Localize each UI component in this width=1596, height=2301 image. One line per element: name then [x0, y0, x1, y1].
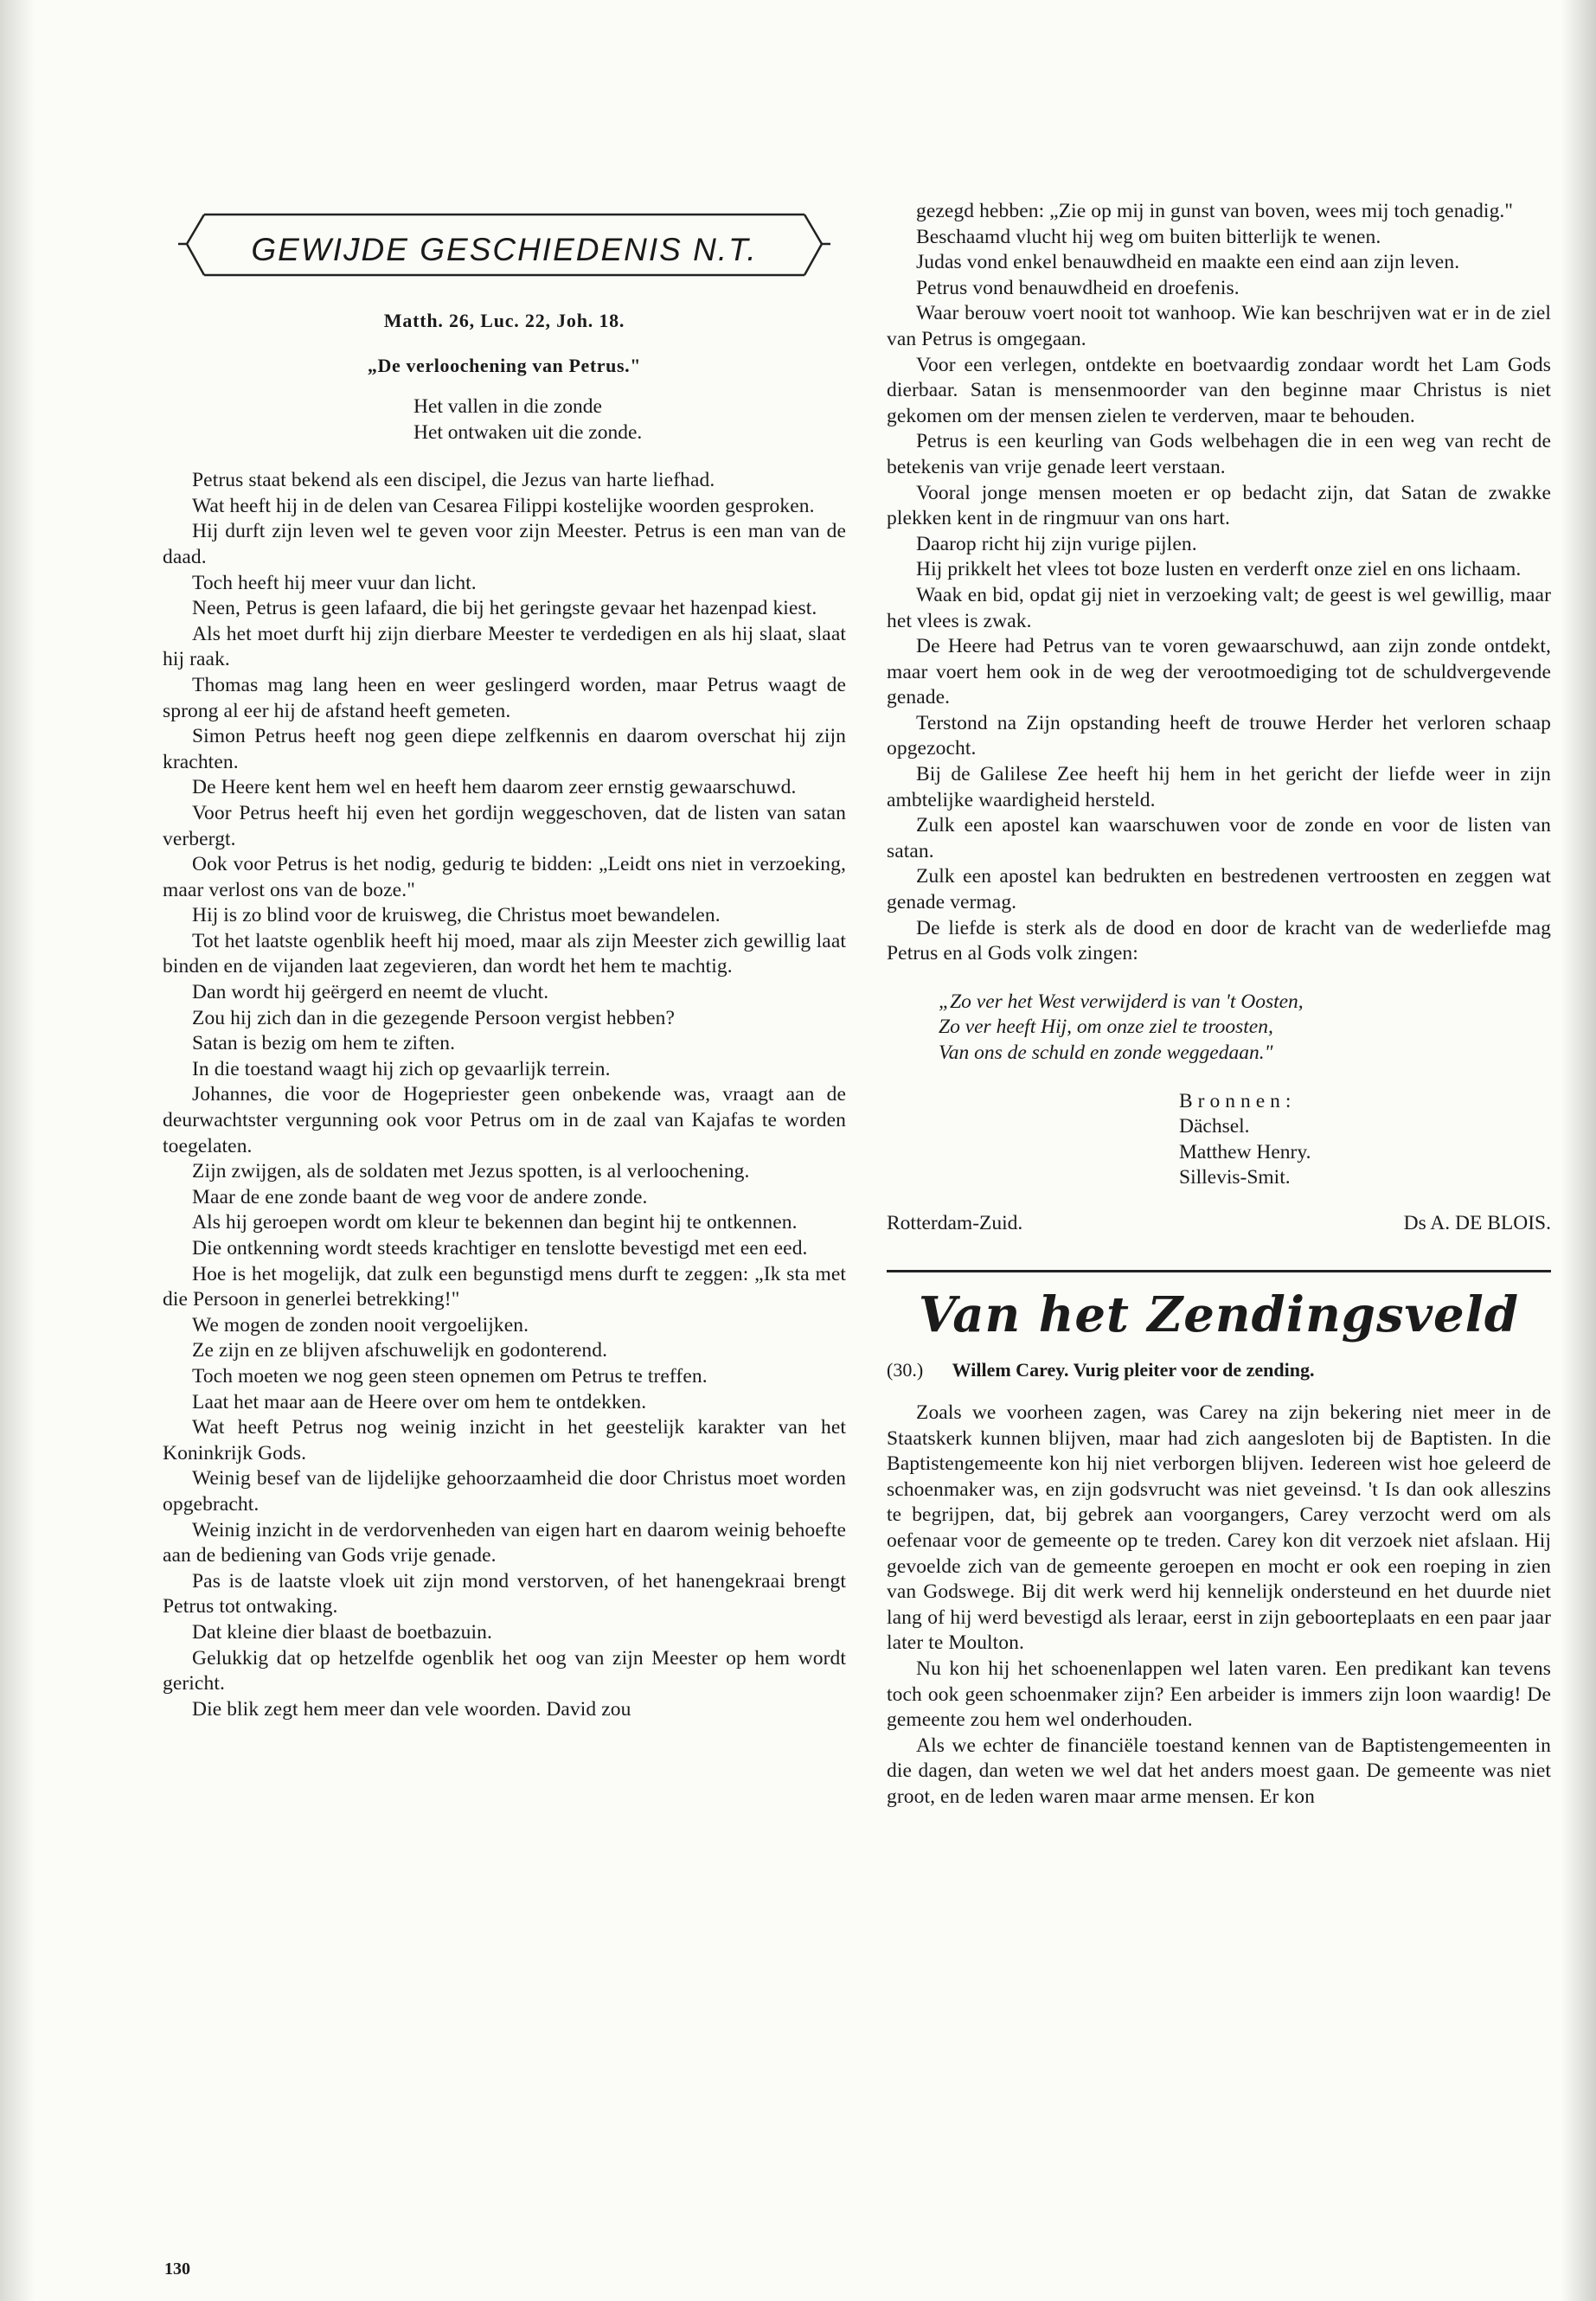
paragraph: Petrus is een keurling van Gods welbehagen die in een weg van recht de betekenis van vrije genade leert verstaan.	[887, 430, 1551, 478]
paragraph: Neen, Petrus is geen lafaard, die bij het geringste gevaar het hazenpad kiest.	[192, 597, 817, 620]
paragraph: Hij is zo blind voor de kruisweg, die Christus moet bewandelen.	[192, 904, 721, 927]
article-body-zending	[887, 1400, 1551, 1811]
paragraph: Pas is de laatste vloek uit zijn mond verstorven, of het hanengekraai brengt Petrus tot ontwaking.	[163, 1569, 846, 1618]
section-divider	[887, 1270, 1551, 1272]
section-title-zendingsveld: Van het Zendingsveld	[918, 1285, 1520, 1343]
paragraph: Weinig inzicht in de verdorvenheden van eigen hart en daarom weinig behoefte aan de bediening van Gods vrije genade.	[163, 1518, 846, 1567]
motto	[413, 394, 846, 445]
scan-edge-left	[0, 0, 35, 2301]
paragraph: Zijn zwijgen, als de soldaten met Jezus spotten, is al verloochening.	[192, 1160, 750, 1183]
paragraph: Daarop richt hij zijn vurige pijlen.	[916, 532, 1197, 555]
paragraph: Laat het maar aan de Heere over om hem te ontdekken.	[192, 1390, 647, 1413]
psalm-quote	[939, 990, 1551, 1067]
paragraph: Toch heeft hij meer vuur dan licht.	[192, 571, 477, 594]
sources-list	[1179, 1089, 1551, 1191]
poem-line: Van ons de schuld en zonde weggedaan."	[939, 1042, 1273, 1064]
paragraph: Wat heeft Petrus nog weinig inzicht in het geestelijk karakter van het Koninkrijk Gods.	[163, 1416, 846, 1465]
right-column	[887, 199, 1551, 1810]
paragraph: Maar de ene zonde baant de weg voor de andere zonde.	[192, 1185, 648, 1208]
section-header-title: GEWIJDE GESCHIEDENIS N.T.	[251, 232, 758, 267]
paragraph: Die blik zegt hem meer dan vele woorden. David zou	[192, 1697, 631, 1721]
left-column	[163, 206, 846, 1722]
paragraph: Vooral jonge mensen moeten er op bedacht zijn, dat Satan de zwakke plekken kent in de ringmuur van ons hart.	[887, 481, 1551, 530]
paragraph: gezegd hebben: „Zie op mij in gunst van boven, wees mij toch genadig."	[916, 200, 1514, 222]
scan-edge-right	[1561, 0, 1596, 2301]
source-item: Matthew Henry.	[1179, 1140, 1311, 1163]
paragraph: Beschaamd vlucht hij weg om buiten bitterlijk te wenen.	[916, 225, 1381, 248]
paragraph: Dan wordt hij geërgerd en neemt de vlucht.	[192, 981, 549, 1004]
paragraph: Als hij geroepen wordt om kleur te bekennen dan begint hij te ontkennen.	[192, 1211, 798, 1234]
paragraph: De Heere had Petrus van te voren gewaarschuwd, aan zijn zonde ontdekt, maar voert hem ook in de weg der verootmoediging tot de schuldvergevende genade.	[887, 635, 1551, 709]
article-body-right	[887, 199, 1551, 967]
paragraph: Waar berouw voert nooit tot wanhoop. Wie kan beschrijven wat er in de ziel van Petrus is omgegaan.	[887, 302, 1551, 350]
paragraph: Weinig besef van de lijdelijke gehoorzaamheid die door Christus moet worden opgebracht.	[163, 1467, 846, 1516]
paragraph: Tot het laatste ogenblik heeft hij moed, maar als zijn Meester zich gewillig laat binden en de vijanden laat zegevieren, dan wordt het hem te machtig.	[163, 929, 846, 978]
place: Rotterdam-Zuid.	[887, 1211, 1023, 1234]
paragraph: Gelukkig dat op hetzelfde ogenblik het oog van zijn Meester op hem wordt gericht.	[163, 1646, 846, 1695]
paragraph: Ze zijn en ze blijven afschuwelijk en godonterend.	[192, 1339, 608, 1362]
paragraph: Petrus vond benauwdheid en droefenis.	[916, 276, 1240, 299]
source-item: Sillevis-Smit.	[1179, 1166, 1291, 1189]
paragraph: Judas vond enkel benauwdheid en maakte een eind aan zijn leven.	[916, 251, 1460, 274]
paragraph: Voor Petrus heeft hij even het gordijn weggeschoven, dat de listen van satan verbergt.	[163, 801, 846, 850]
poem-line: „Zo ver het West verwijderd is van 't Oosten,	[939, 990, 1304, 1013]
paragraph: Zulk een apostel kan bedrukten en bestredenen vertroosten en zeggen wat genade vermag.	[887, 865, 1551, 914]
paragraph: Zulk een apostel kan waarschuwen voor de zonde en voor de listen van satan.	[887, 814, 1551, 862]
section-header-gewijde-geschiedenis	[171, 209, 837, 280]
paragraph: In die toestand waagt hij zich op gevaarlijk terrein.	[192, 1057, 611, 1080]
paragraph: Terstond na Zijn opstanding heeft de trouwe Herder het verloren schaap opgezocht.	[887, 711, 1551, 760]
paragraph: Die ontkenning wordt steeds krachtiger en tenslotte bevestigd met een eed.	[192, 1237, 808, 1259]
paragraph: Waak en bid, opdat gij niet in verzoeking valt; de geest is wel gewillig, maar het vlees is zwak.	[887, 583, 1551, 632]
paragraph: De Heere kent hem wel en heeft hem daarom zeer ernstig gewaarschuwd.	[192, 776, 797, 799]
paragraph: Hoe is het mogelijk, dat zulk een begunstigd mens durft te zeggen: „Ik sta met die Persoon in generlei betrekking!"	[163, 1262, 846, 1311]
paragraph: Als het moet durft hij zijn dierbare Meester te verdedigen en als hij slaat, slaat hij raak.	[163, 622, 846, 671]
author: Ds A. DE BLOIS.	[1403, 1211, 1551, 1234]
paragraph: Nu kon hij het schoenenlappen wel laten varen. Een predikant kan tevens toch ook geen schoenmaker zijn? Een arbeider is immers zijn loon waardig! De gemeente zou hem wel onderhouden.	[887, 1657, 1551, 1732]
paragraph: Voor een verlegen, ontdekte en boetvaardig zondaar wordt het Lam Gods dierbaar. Satan is mensenmoorder van den beginne maar Christus is niet gekomen om der mensen zielen te verderven, maar te behouden.	[887, 353, 1551, 427]
paragraph: Johannes, die voor de Hogepriester geen onbekende was, vraagt aan de deurwachtster vergunning ook voor Petrus om in de zaal van Kajafas te worden toegelaten.	[163, 1083, 846, 1157]
paragraph: Thomas mag lang heen en weer geslingerd worden, maar Petrus waagt de sprong al eer hij de afstand heeft gemeten.	[163, 673, 846, 722]
paragraph: Ook voor Petrus is het nodig, gedurig te bidden: „Leidt ons niet in verzoeking, maar verlost ons van de boze."	[163, 853, 846, 901]
poem-line: Zo ver heeft Hij, om onze ziel te troosten,	[939, 1016, 1273, 1039]
paragraph: Hij durft zijn leven wel te geven voor zijn Meester. Petrus is een man van de daad.	[163, 520, 846, 568]
sources-title: Bronnen:	[1179, 1089, 1297, 1112]
paragraph: Wat heeft hij in de delen van Cesarea Filippi kostelijke woorden gesproken.	[192, 494, 815, 517]
article-subtitle: „De verloochening van Petrus."	[367, 355, 642, 376]
paragraph: Zoals we voorheen zagen, was Carey na zijn bekering niet meer in de Staatskerk kunnen blijven, maar had zich aangesloten bij de Baptisten. In die Baptistengemeente kon hij niet verborgen blijven. Iedereen wist hoe geleerd de schoenmaker was, en zijn godsvrucht was niet geveinsd. 't Is dan ook alleszins te begrijpen, dat, bij gebrek aan voorgangers, Carey verzocht werd om als oefenaar voor de gemeente op te treden. Carey kon dit verzoek niet afslaan. Hij gevoelde zich van de gemeente geroepen en mocht er ook een roeping in zien van Godswege. Bij dit werk werd hij kennelijk ondersteund en het duurde niet lang of hij werd bevestigd als leraar, eerst in zijn geboorteplaats en een paar jaar later te Moulton.	[887, 1400, 1551, 1655]
paragraph: Petrus staat bekend als een discipel, die Jezus van harte liefhad.	[192, 469, 715, 492]
motto-line: Het ontwaken uit die zonde.	[413, 420, 643, 444]
article-body-left	[163, 468, 846, 1722]
paragraph: Bij de Galilese Zee heeft hij hem in het gericht der liefde weer in zijn ambtelijke waardigheid hersteld.	[887, 763, 1551, 811]
article-heading	[887, 1359, 1551, 1381]
article-title: Willem Carey. Vurig pleiter voor de zending.	[952, 1358, 1315, 1381]
paragraph: We mogen de zonden nooit vergoelijken.	[192, 1313, 529, 1336]
source-item: Dächsel.	[1179, 1115, 1250, 1138]
motto-line: Het vallen in die zonde	[413, 395, 602, 418]
paragraph: Dat kleine dier blaast de boetbazuin.	[192, 1620, 492, 1644]
paragraph: Zou hij zich dan in die gezegende Persoon vergist hebben?	[192, 1006, 675, 1029]
page-number: 130	[164, 2259, 190, 2279]
paragraph: Simon Petrus heeft nog geen diepe zelfkennis en daarom overschat hij zijn krachten.	[163, 725, 846, 773]
article-number: (30.)	[887, 1358, 924, 1381]
paragraph: Als we echter de financiële toestand kennen van de Baptistengemeenten in die dagen, dan weten we wel dat het anders moest gaan. De gemeente was niet groot, en de leden waren maar arme mensen. Er kon	[887, 1734, 1551, 1808]
paragraph: Toch moeten we nog geen steen opnemen om Petrus te treffen.	[192, 1364, 708, 1388]
paragraph: Satan is bezig om hem te ziften.	[192, 1032, 456, 1055]
paragraph: De liefde is sterk als de dood en door de kracht van de wederliefde mag Petrus en al Gods volk zingen:	[887, 916, 1551, 965]
signature-row	[887, 1212, 1551, 1235]
paragraph: Hij prikkelt het vlees tot boze lusten en verderft onze ziel en ons lichaam.	[916, 558, 1522, 581]
scripture-reference: Matth. 26, Luc. 22, Joh. 18.	[383, 310, 625, 331]
